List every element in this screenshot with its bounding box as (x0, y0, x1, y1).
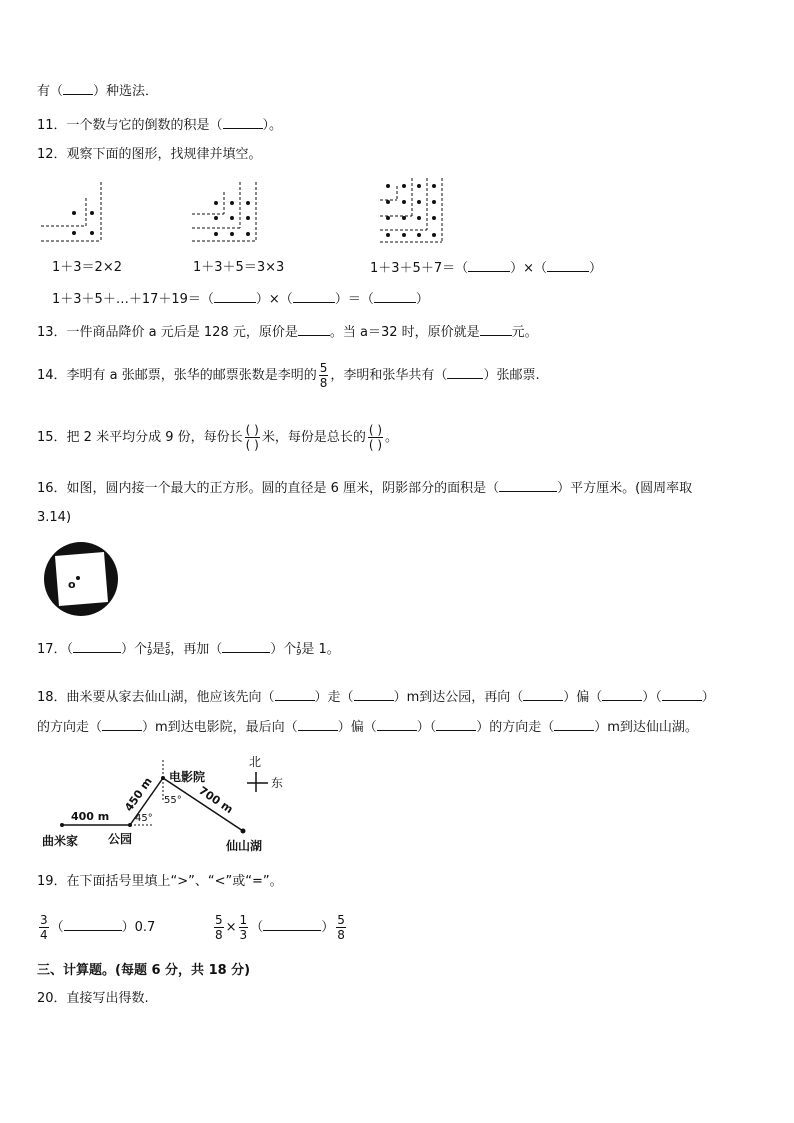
angle-45: 45° (135, 813, 153, 824)
circle-square-figure (40, 540, 124, 620)
answer-blank[interactable] (222, 640, 270, 653)
fraction-blank[interactable]: $\frac{( )}{( )}$ (368, 423, 383, 452)
answer-blank[interactable] (436, 718, 476, 731)
answer-blank[interactable] (214, 290, 256, 303)
answer-blank[interactable] (298, 323, 330, 336)
lake-label: 仙山湖 (226, 839, 263, 853)
answer-blank[interactable] (102, 718, 142, 731)
answer-blank[interactable] (602, 688, 642, 701)
cinema-label: 电影院 (169, 770, 206, 784)
question-16-cont: 3.14) (37, 510, 72, 525)
compass-icon (247, 772, 268, 792)
answer-blank[interactable] (374, 290, 416, 303)
question-18-cont: 的方向走（ ）m到达电影院，最后向（ ）偏（ ）（ ）的方向走（ ）m到达仙山湖。 (37, 720, 698, 735)
question-15: 15．把 2 米平均分成 9 份，每份长 $\frac{( )}{( )}$ 米，每份是总长的 $\frac{( )}{( )}$ 。 (37, 423, 399, 452)
dot-pattern-figures (38, 178, 478, 248)
question-10-tail: 有（ ）种选法． (37, 84, 159, 99)
question-17: 17．（ ）个 1 9 是 5 9 ，再加（ ）个 1 9 是 1。 (37, 641, 340, 657)
answer-blank[interactable] (499, 479, 557, 492)
question-19: 19．在下面括号里填上“>”、“<”或“=”。 (37, 874, 283, 889)
pattern-formula-4: 1＋3＋5＋…＋17＋19＝（ ）×（ ）＝（ ） (52, 292, 429, 307)
question-18: 18．曲米要从家去仙山湖，他应该先向（ ）走（ ）m到达公园，再向（ ）偏（ ）（ ） (37, 690, 715, 705)
question-12: 12．观察下面的图形，找规律并填空。 (37, 147, 262, 162)
answer-blank[interactable] (275, 688, 315, 701)
fraction-blank[interactable]: $\frac{( )}{( )}$ (245, 423, 259, 452)
answer-blank[interactable] (64, 918, 122, 931)
north-label: 北 (249, 755, 262, 769)
answer-blank[interactable] (63, 82, 93, 95)
pattern-dots-3 (386, 184, 436, 237)
answer-blank[interactable] (354, 688, 394, 701)
section-3-heading: 三、计算题。(每题 6 分，共 18 分) (37, 963, 251, 978)
answer-blank[interactable] (480, 323, 512, 336)
pattern-formula-3: 1＋3＋5＋7＝（ ）×（ ） (370, 261, 603, 276)
answer-blank[interactable] (298, 718, 338, 731)
answer-blank[interactable] (554, 718, 594, 731)
answer-blank[interactable] (263, 918, 321, 931)
distance-450: 450 m (122, 775, 155, 814)
answer-blank[interactable] (468, 259, 510, 272)
answer-blank[interactable] (223, 116, 263, 129)
answer-blank[interactable] (73, 640, 121, 653)
compare-2: $\frac{5}{8}$ × $\frac{1}{3}$ （ ） $\frac{5}{8}$ (215, 913, 345, 942)
answer-blank[interactable] (293, 290, 335, 303)
question-14: 14．李明有 a 张邮票，张华的邮票张数是李明的 $\frac{5}{8}$ ，李明和张华共有（ ）张邮票. (37, 361, 540, 390)
pattern-figure-2 (192, 182, 256, 241)
home-label: 曲米家 (42, 834, 79, 848)
park-label: 公园 (108, 832, 133, 846)
pattern-dots-1 (72, 211, 94, 235)
pattern-figure-3 (380, 178, 442, 242)
question-20: 20．直接写出得数. (37, 991, 149, 1006)
answer-blank[interactable] (523, 688, 563, 701)
answer-blank[interactable] (377, 718, 417, 731)
answer-blank[interactable] (662, 688, 702, 701)
answer-blank[interactable] (547, 259, 589, 272)
question-13: 13．一件商品降价 a 元后是 128 元，原价是 。当 a＝32 时，原价就是 元。 (37, 325, 538, 340)
route-map (38, 752, 308, 856)
fraction-5-8: $\frac{5}{8}$ (319, 361, 328, 390)
distance-700: 700 m (196, 783, 236, 817)
pattern-dots-2 (214, 201, 250, 236)
angle-55: 55° (164, 795, 182, 806)
compare-1: $\frac{3}{4}$ （ ）0.7 (40, 913, 156, 942)
pattern-formula-1: 1＋3＝2×2 (52, 260, 122, 275)
question-11: 11．一个数与它的倒数的积是（ ）。 (37, 118, 283, 133)
question-16: 16．如图，圆内接一个最大的正方形。圆的直径是 6 厘米，阴影部分的面积是（ ）平方厘米。(圆周率取 (37, 481, 693, 496)
answer-blank[interactable] (447, 366, 483, 379)
east-label: 东 (271, 776, 284, 790)
pattern-formula-2: 1＋3＋5＝3×3 (193, 260, 285, 275)
center-label: o (68, 578, 76, 591)
distance-400: 400 m (71, 810, 110, 823)
